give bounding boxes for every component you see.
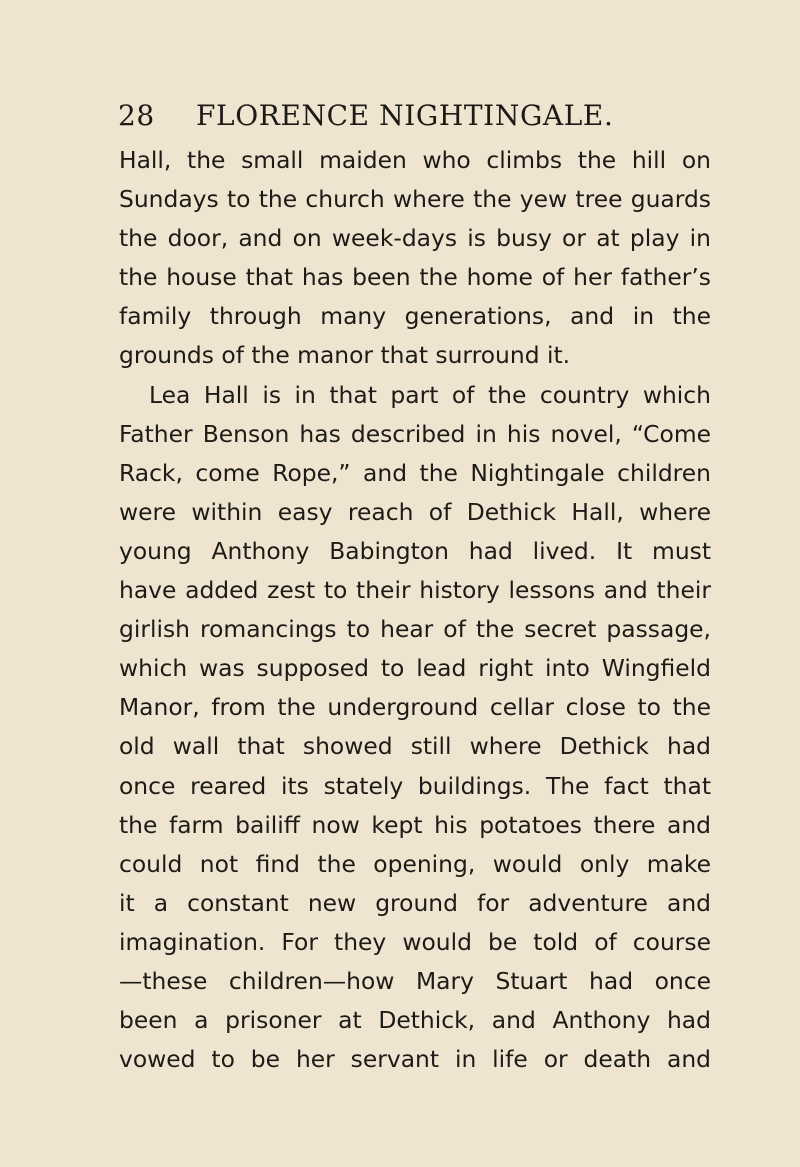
text-line: old wall that showed still where Dethick had (119, 732, 711, 761)
text-line: Rack, come Rope,” and the Nightingale children (119, 458, 711, 487)
text-line: Sundays to the church where the yew tree guards (119, 185, 711, 214)
body-text (119, 141, 711, 1079)
text-line: the house that has been the home of her father’s (119, 263, 711, 292)
text-line: young Anthony Babington had lived. It must (119, 536, 711, 565)
page-number: 28 (118, 99, 155, 132)
text-line: Manor, from the underground cellar close to the (119, 693, 711, 722)
text-line: could not find the opening, would only make (119, 849, 711, 878)
text-line: once reared its stately buildings. The fact that (119, 771, 711, 800)
running-header (118, 96, 718, 136)
text-line: —these children—how Mary Stuart had once (119, 966, 711, 995)
text-line: Hall, the small maiden who climbs the hill on (119, 146, 711, 174)
text-line: the door, and on week-days is busy or at play in (119, 224, 711, 253)
running-title: FLORENCE NIGHTINGALE. (196, 99, 614, 132)
text-line: the farm bailiff now kept his potatoes there and (119, 810, 711, 839)
text-line: girlish romancings to hear of the secret passage, (119, 615, 711, 644)
text-line: Lea Hall is in that part of the country which (149, 380, 711, 409)
text-line: Father Benson has described in his novel, “Come (119, 419, 711, 448)
text-line: been a prisoner at Dethick, and Anthony had (119, 1006, 711, 1035)
text-line: vowed to be her servant in life or death and (119, 1045, 711, 1074)
text-line: which was supposed to lead right into Wingfield (119, 654, 711, 683)
text-line: grounds of the manor that surround it. (119, 341, 571, 370)
text-line: family through many generations, and in the (119, 302, 711, 331)
text-line: imagination. For they would be told of course (119, 927, 711, 956)
text-line: have added zest to their history lessons and their (119, 576, 711, 605)
text-line: were within easy reach of Dethick Hall, where (119, 497, 711, 526)
text-line: it a constant new ground for adventure and (119, 888, 711, 917)
